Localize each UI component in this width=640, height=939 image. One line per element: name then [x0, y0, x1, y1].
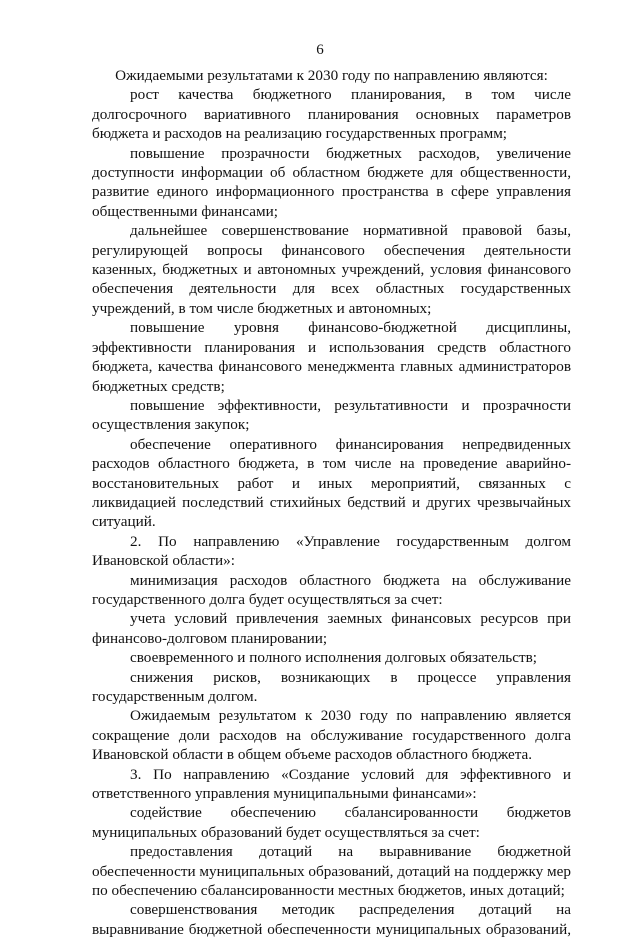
paragraph-procurement: повышение эффективности, результативности и прозрачности осуществления закупок; [92, 396, 571, 434]
paragraph-expected-results-intro: Ожидаемыми результатами к 2030 году по направлению являются: [115, 67, 548, 84]
paragraph-budget-discipline: повышение уровня финансово-бюджетной дисциплины, эффективности планирования и использования средств областного бюджета, качества финансового менеджмента главных администраторов бюджетных средств; [92, 319, 571, 395]
paragraph-debt-minimization: минимизация расходов областного бюджета на обслуживание государственного долга будет осуществляться за счет: [92, 571, 571, 608]
document-body [92, 66, 571, 939]
paragraph-section-2-heading: 2. По направлению «Управление государственным долгом Ивановской области»: [92, 532, 571, 570]
paragraph-regulatory-base: дальнейшее совершенствование нормативной правовой базы, регулирующей вопросы финансового обеспечения деятельности казенных, бюджетных и автономных учреждений, условия финансового обеспечения деятельности для всех областных государственных учреждений, в том числе бюджетных и автономных; [92, 222, 571, 317]
paragraph-subsidies: предоставления дотаций на выравнивание бюджетной обеспеченности муниципальных образований, дотаций на поддержку мер по обеспечению сбалансированности местных бюджетов, иных дотаций; [92, 843, 571, 900]
paragraph-municipal-balance: содействие обеспечению сбалансированности бюджетов муниципальных образований будет осуществляться за счет: [92, 804, 571, 841]
paragraph-section-3-heading: 3. По направлению «Создание условий для эффективного и ответственного управления муниципальными финансами»: [92, 765, 571, 803]
paragraph-borrowing-conditions: учета условий привлечения заемных финансовых ресурсов при финансово-долговом планировании; [92, 610, 571, 647]
page-number: 6 [316, 42, 324, 58]
paragraph-expected-result-debt: Ожидаемым результатом к 2030 году по направлению является сокращение доли расходов на обслуживание государственного долга Ивановской области в общем объеме расходов областного бюджета. [92, 707, 571, 764]
paragraph-transparency: повышение прозрачности бюджетных расходов, увеличение доступности информации об областном бюджете для общественности, развитие единого информационного пространства в сфере управления общественными финансами; [92, 144, 571, 220]
paragraph-budget-planning: рост качества бюджетного планирования, в том числе долгосрочного вариативного планирования основных параметров бюджета и расходов на реализацию государственных программ; [92, 86, 571, 143]
paragraph-debt-obligations: своевременного и полного исполнения долговых обязательств; [130, 649, 537, 667]
paragraph-risk-reduction: снижения рисков, возникающих в процессе управления государственным долгом. [92, 668, 571, 705]
paragraph-methodology: совершенствования методик распределения дотаций на выравнивание бюджетной обеспеченности муниципальных образований, [92, 901, 571, 938]
paragraph-emergency-funding: обеспечение оперативного финансирования непредвиденных расходов областного бюджета, в том числе на проведение аварийно-восстановительных работ и иных мероприятий, связанных с ликвидацией последствий стихийных бедствий и других чрезвычайных ситуаций. [92, 435, 571, 531]
